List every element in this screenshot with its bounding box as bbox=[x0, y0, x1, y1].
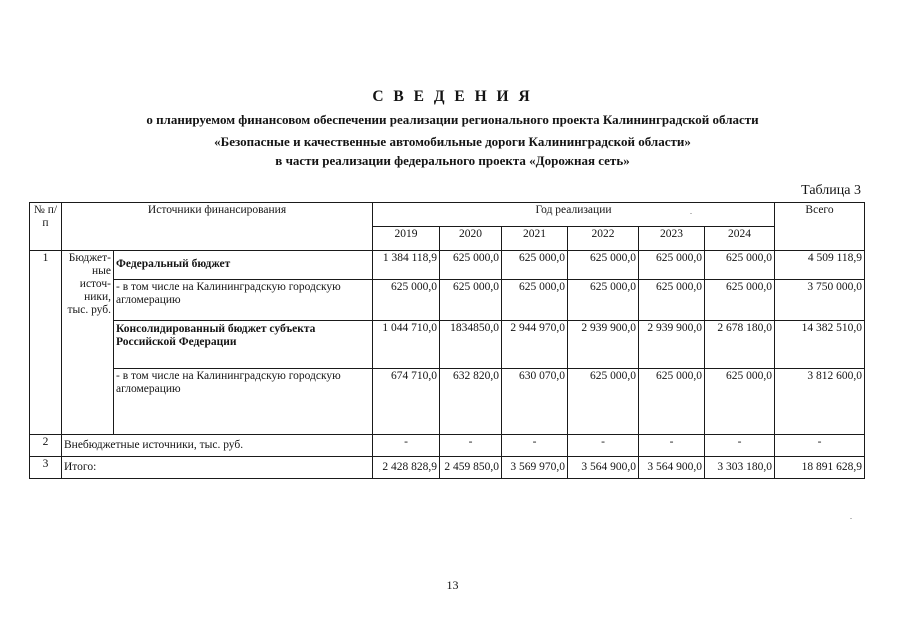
scan-speck bbox=[850, 518, 852, 519]
document-subtitle-line-1: о планируемом финансовом обеспечении реализации регионального проекта Калининградской области bbox=[146, 112, 759, 127]
cell-value: 625 000,0 bbox=[639, 280, 705, 321]
year-header: 2022 bbox=[568, 227, 639, 251]
row-group-label: Бюджет-ные источ-ники, тыс. руб. bbox=[62, 251, 114, 435]
cell-value: 625 000,0 bbox=[705, 251, 775, 280]
row-number: 2 bbox=[30, 435, 62, 457]
cell-value: 625 000,0 bbox=[373, 280, 440, 321]
cell-value: - bbox=[639, 435, 705, 457]
table-row bbox=[30, 457, 865, 479]
cell-value: 2 939 900,0 bbox=[568, 321, 639, 369]
cell-total: - bbox=[775, 435, 865, 457]
cell-value: 625 000,0 bbox=[440, 251, 502, 280]
cell-value: 3 569 970,0 bbox=[502, 457, 568, 479]
cell-value: 1 384 118,9 bbox=[373, 251, 440, 280]
table-row bbox=[30, 251, 865, 280]
cell-value: 625 000,0 bbox=[568, 251, 639, 280]
table-row bbox=[30, 369, 865, 435]
cell-value: 625 000,0 bbox=[502, 280, 568, 321]
cell-value: 3 564 900,0 bbox=[568, 457, 639, 479]
cell-value: 630 070,0 bbox=[502, 369, 568, 435]
row-label: - в том числе на Калининградскую городскую агломерацию bbox=[114, 280, 373, 321]
cell-value: 625 000,0 bbox=[639, 369, 705, 435]
header-sources: Источники финансирования bbox=[62, 203, 373, 251]
cell-value: - bbox=[568, 435, 639, 457]
cell-value: - bbox=[705, 435, 775, 457]
cell-value: 2 428 828,9 bbox=[373, 457, 440, 479]
row-number: 3 bbox=[30, 457, 62, 479]
document-title: С В Е Д Е Н И Я bbox=[372, 88, 533, 105]
cell-value: 2 939 900,0 bbox=[639, 321, 705, 369]
financing-table bbox=[29, 202, 865, 479]
cell-value: 625 000,0 bbox=[705, 369, 775, 435]
cell-value: - bbox=[373, 435, 440, 457]
table-row bbox=[30, 321, 865, 369]
cell-value: 2 944 970,0 bbox=[502, 321, 568, 369]
cell-value: - bbox=[440, 435, 502, 457]
year-header: 2020 bbox=[440, 227, 502, 251]
cell-total: 3 812 600,0 bbox=[775, 369, 865, 435]
cell-value: 674 710,0 bbox=[373, 369, 440, 435]
cell-value: 625 000,0 bbox=[502, 251, 568, 280]
cell-value: 3 303 180,0 bbox=[705, 457, 775, 479]
cell-total: 14 382 510,0 bbox=[775, 321, 865, 369]
table-row bbox=[30, 280, 865, 321]
cell-total: 4 509 118,9 bbox=[775, 251, 865, 280]
row-number: 1 bbox=[30, 251, 62, 435]
row-label: Консолидированный бюджет субъекта Российской Федерации bbox=[114, 321, 373, 369]
header-num: № п/п bbox=[30, 203, 62, 251]
cell-value: 1834850,0 bbox=[440, 321, 502, 369]
year-header: 2019 bbox=[373, 227, 440, 251]
cell-value: 625 000,0 bbox=[440, 280, 502, 321]
scan-speck bbox=[690, 213, 692, 214]
cell-value: 2 459 850,0 bbox=[440, 457, 502, 479]
cell-value: 625 000,0 bbox=[705, 280, 775, 321]
cell-value: 625 000,0 bbox=[568, 369, 639, 435]
row-label: Итого: bbox=[62, 457, 373, 479]
row-label: - в том числе на Калининградскую городскую агломерацию bbox=[114, 369, 373, 435]
cell-value: 3 564 900,0 bbox=[639, 457, 705, 479]
cell-value: 625 000,0 bbox=[568, 280, 639, 321]
year-header: 2024 bbox=[705, 227, 775, 251]
cell-total: 18 891 628,9 bbox=[775, 457, 865, 479]
header-year-group: Год реализации bbox=[373, 203, 775, 227]
document-subtitle-line-2: «Безопасные и качественные автомобильные дороги Калининградской области» bbox=[214, 134, 691, 149]
page-number: 13 bbox=[446, 578, 459, 592]
cell-total: 3 750 000,0 bbox=[775, 280, 865, 321]
row-label: Федеральный бюджет bbox=[114, 251, 373, 280]
table-row bbox=[30, 435, 865, 457]
year-header: 2023 bbox=[639, 227, 705, 251]
year-header: 2021 bbox=[502, 227, 568, 251]
cell-value: 1 044 710,0 bbox=[373, 321, 440, 369]
document-subtitle-line-3: в части реализации федерального проекта «Дорожная сеть» bbox=[275, 153, 630, 168]
cell-value: - bbox=[502, 435, 568, 457]
row-label: Внебюджетные источники, тыс. руб. bbox=[62, 435, 373, 457]
cell-value: 625 000,0 bbox=[639, 251, 705, 280]
cell-value: 2 678 180,0 bbox=[705, 321, 775, 369]
header-total: Всего bbox=[775, 203, 865, 251]
cell-value: 632 820,0 bbox=[440, 369, 502, 435]
table-label: Таблица 3 bbox=[801, 183, 861, 198]
